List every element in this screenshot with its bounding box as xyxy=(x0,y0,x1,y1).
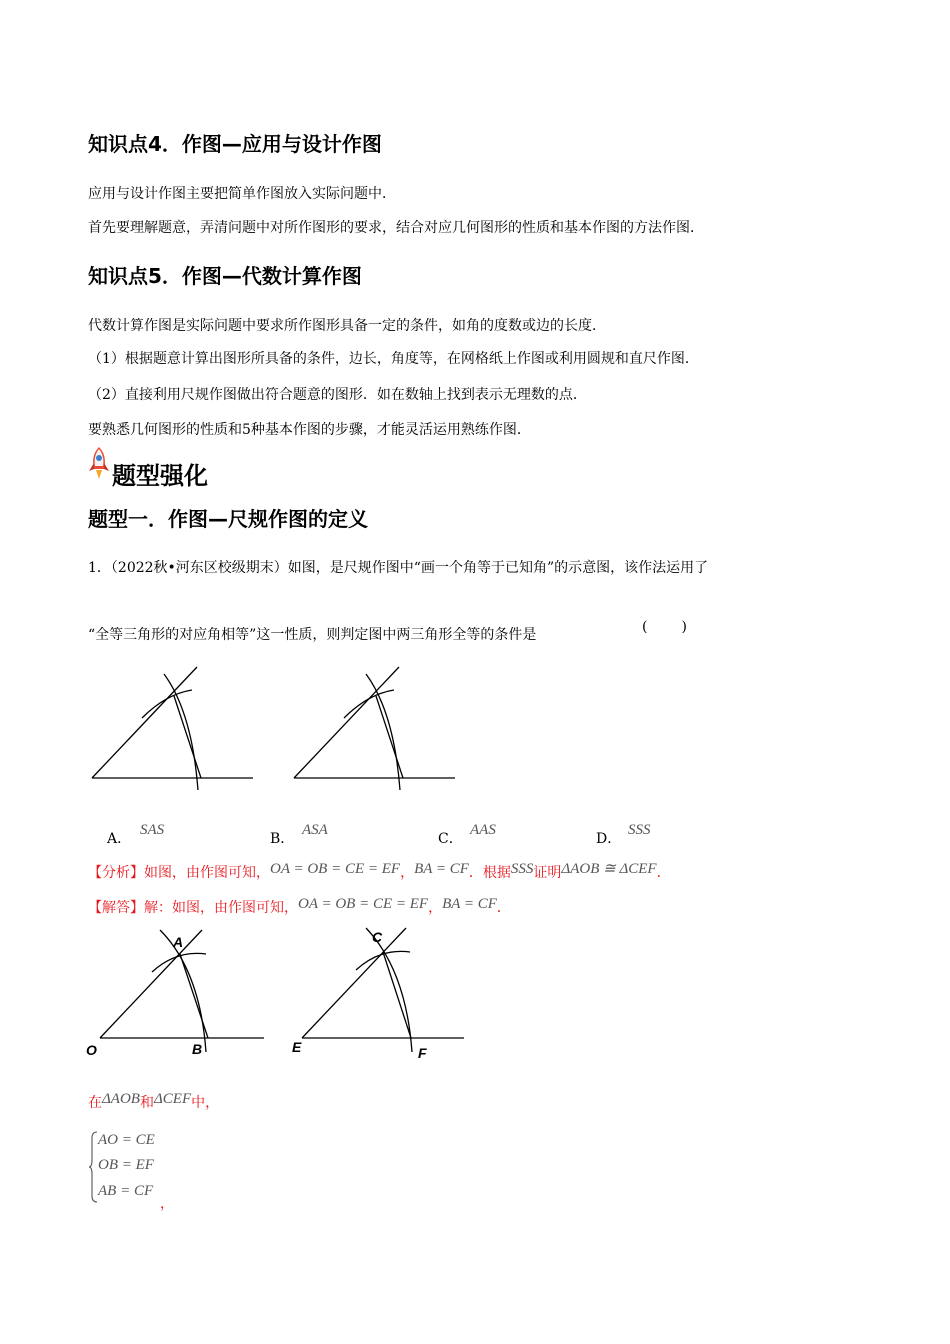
solution-comma: ， xyxy=(428,900,443,916)
label-b: B xyxy=(192,1041,203,1057)
question-figure xyxy=(80,660,480,795)
practice-title: 题型强化 xyxy=(112,462,208,490)
type-one-heading: 题型一．作图—尺规作图的定义 xyxy=(88,507,368,531)
option-d-letter[interactable]: D． xyxy=(596,831,622,847)
solution-eq-1: OA = OB = CE = EF xyxy=(298,896,429,912)
option-b-letter[interactable]: B． xyxy=(270,831,295,847)
solution-tag: 【解答】 xyxy=(88,900,144,916)
rocket-icon xyxy=(86,445,112,481)
solution-line xyxy=(88,897,511,917)
system-eq-1: AO = CE xyxy=(98,1132,155,1148)
section5-paragraph-1: 代数计算作图是实际问题中要求所作图形具备一定的条件，如角的度数或边的长度． xyxy=(88,318,606,334)
analysis-end: ． xyxy=(656,865,671,881)
triangles-line xyxy=(88,1092,219,1112)
question-line-2: “全等三角形的对应角相等”这一性质，则判定图中两三角形全等的条件是 xyxy=(88,627,537,643)
solution-text-1: 解：如图，由作图可知， xyxy=(144,900,298,916)
in-text: 在 xyxy=(88,1095,102,1111)
analysis-comma: ， xyxy=(400,865,415,881)
option-c-value[interactable]: AAS xyxy=(470,822,496,838)
label-a: A xyxy=(173,934,184,950)
solution-end: ． xyxy=(496,900,511,916)
analysis-tag: 【分析】 xyxy=(88,865,144,881)
zhong-text: 中， xyxy=(191,1095,220,1111)
section5-paragraph-4: 要熟悉几何图形的性质和5种基本作图的步骤，才能灵活运用熟练作图． xyxy=(88,422,531,438)
figure-left xyxy=(92,667,253,790)
solution-figure xyxy=(80,920,480,1065)
section4-heading: 知识点4．作图—应用与设计作图 xyxy=(88,132,382,156)
analysis-eq-3: ΔAOB ≅ ΔCEF xyxy=(561,861,657,877)
section5-heading: 知识点5．作图—代数计算作图 xyxy=(88,264,362,288)
label-c: C xyxy=(372,929,383,945)
analysis-text-2: ．根据 xyxy=(468,865,511,881)
option-a-letter[interactable]: A． xyxy=(107,831,132,847)
option-d-value[interactable]: SSS xyxy=(628,822,651,838)
analysis-eq-1: OA = OB = CE = EF xyxy=(270,861,401,877)
analysis-sss: SSS xyxy=(510,861,534,877)
label-e: E xyxy=(292,1039,302,1055)
system-eq-2: OB = EF xyxy=(98,1157,154,1173)
triangle-cef: ΔCEF xyxy=(153,1091,192,1107)
analysis-text-1: 如图，由作图可知， xyxy=(144,865,270,881)
solution-eq-2: BA = CF xyxy=(442,896,497,912)
section5-paragraph-3: （2）直接利用尺规作图做出符合题意的图形．如在数轴上找到表示无理数的点． xyxy=(88,387,587,403)
label-o: O xyxy=(86,1042,97,1058)
system-end-comma: ， xyxy=(160,1196,174,1212)
option-b-value[interactable]: ASA xyxy=(302,822,328,838)
section4-paragraph-2: 首先要理解题意，弄清问题中对所作图形的要求，结合对应几何图形的性质和基本作图的方法作图． xyxy=(88,220,704,236)
section5-paragraph-2: （1）根据题意计算出图形所具备的条件，边长，角度等，在网格纸上作图或利用圆规和直尺作图． xyxy=(88,351,699,367)
option-a-value[interactable]: SAS xyxy=(140,822,165,838)
system-eq-3: AB = CF xyxy=(98,1183,154,1199)
analysis-line xyxy=(88,862,671,882)
section4-paragraph-1: 应用与设计作图主要把简单作图放入实际问题中． xyxy=(88,186,396,202)
analysis-eq-2: BA = CF xyxy=(414,861,469,877)
answer-blank: ( ) xyxy=(642,619,689,635)
triangle-aob: ΔAOB xyxy=(102,1091,140,1107)
figure-right xyxy=(294,667,455,790)
option-c-letter[interactable]: C． xyxy=(438,831,463,847)
question-line-1: 1．（2022秋•河东区校级期末）如图，是尺规作图中“画一个角等于已知角”的示意图，该作法运用了 xyxy=(88,560,709,576)
and-text: 和 xyxy=(139,1095,154,1111)
label-f: F xyxy=(418,1045,427,1061)
analysis-text-3: 证明 xyxy=(533,865,562,881)
solution-figure-right xyxy=(302,928,464,1052)
